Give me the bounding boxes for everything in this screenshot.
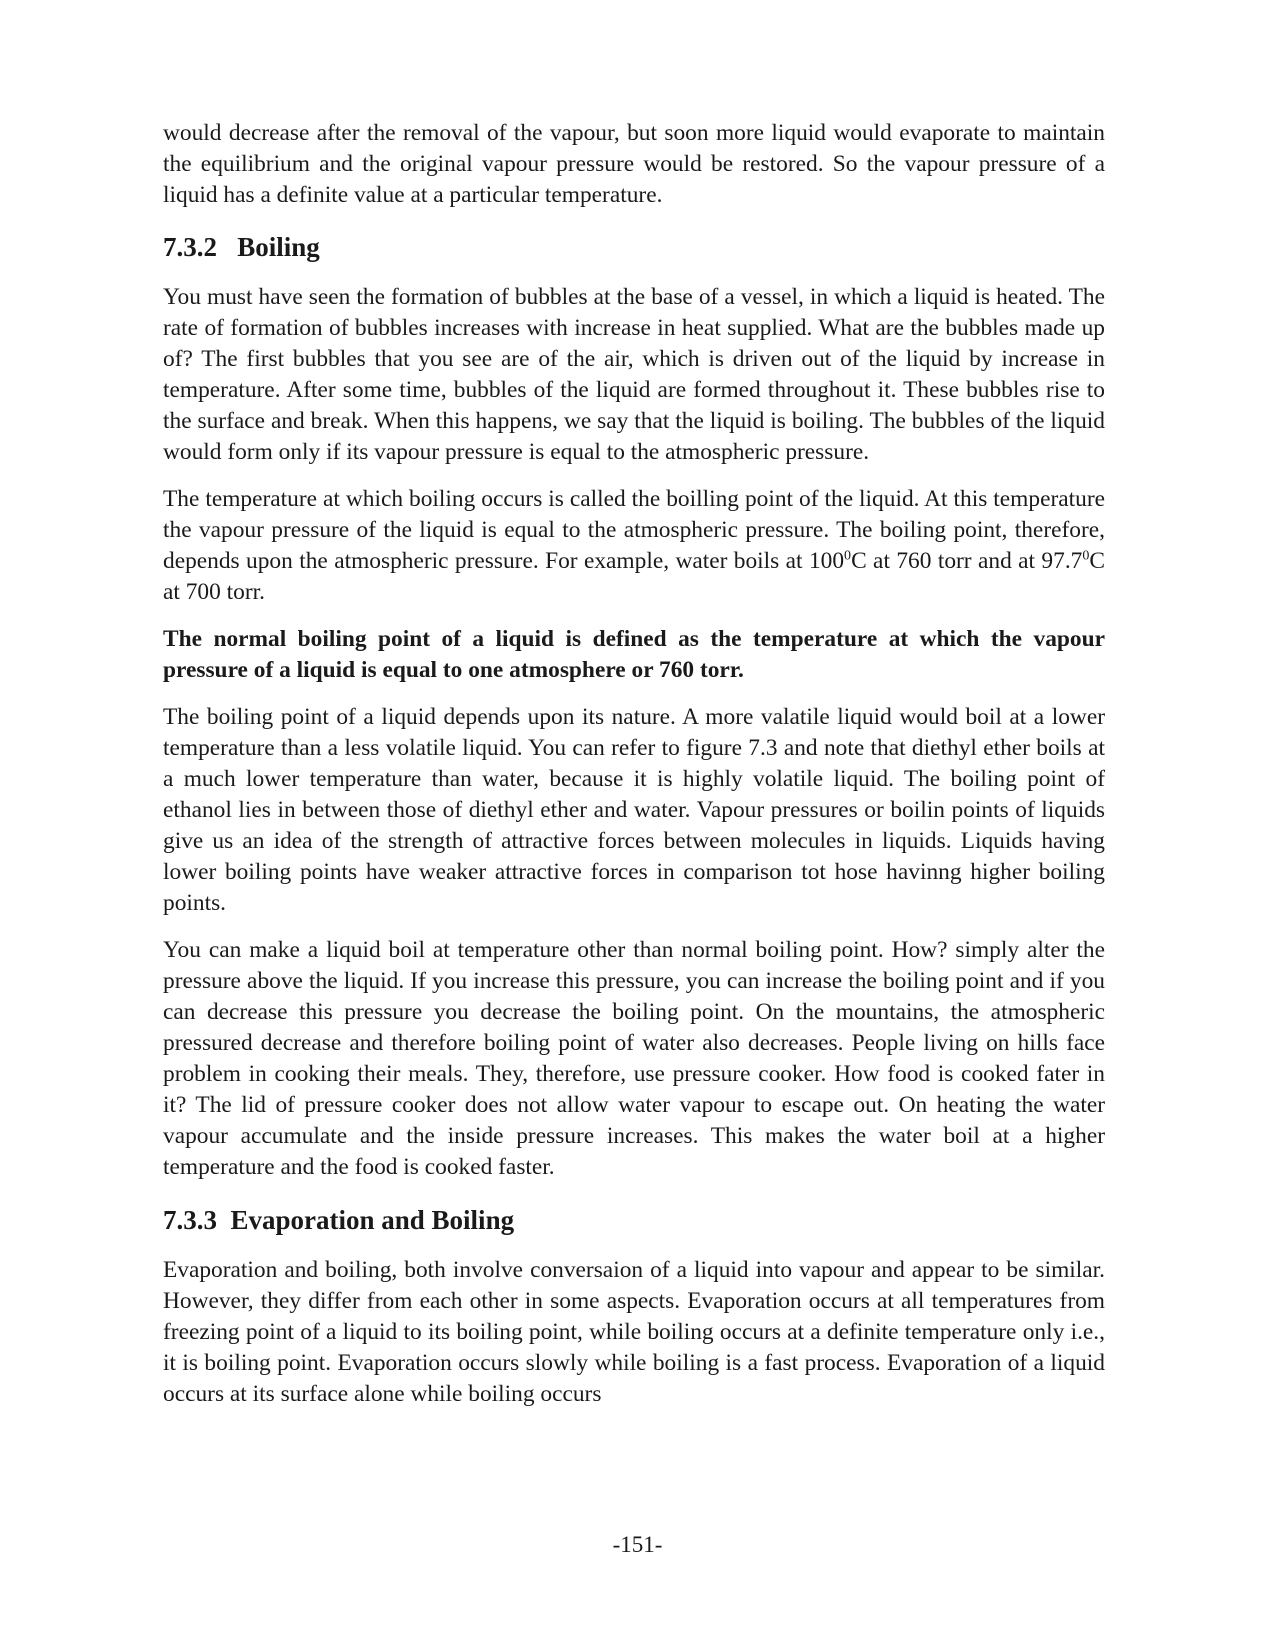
section-heading-evaporation-boiling (163, 1203, 1105, 1237)
text-run: C at 700 torr. (163, 548, 1105, 605)
paragraph-boiling-point (163, 484, 1105, 608)
section-title: Boiling (237, 232, 320, 262)
paragraph-volatility: The boiling point of a liquid depends upon its nature. A more valatile liquid would boil at a lower temperature than a less volatile liquid. You can refer to figure 7.3 and note that diethyl ether boils at a much lower temperature than water, because it is highly volatile liquid. The boiling point of ethanol lies in between those of diethyl ether and water. Vapour pressures or boilin points of liquids give us an idea of the strength of attractive forces between molecules in liquids. Liquids having lower boiling points have weaker attractive forces in comparison tot hose havinng higher boiling points. (163, 704, 1105, 916)
section-heading-boiling (163, 230, 1105, 264)
text-run: The temperature at which boiling occurs is called the boilling point of the liquid. At this temperature the vapour pressure of the liquid is equal to the atmospheric pressure. The boiling point, therefore, depends upon the atmospheric pressure. For example, water boils at 100 (163, 486, 1105, 574)
definition-normal-boiling-point: The normal boiling point of a liquid is defined as the temperature at which the vapour pressure of a liquid is equal to one atmosphere or 760 torr. (163, 626, 1105, 683)
paragraph-pressure-cooker: You can make a liquid boil at temperature other than normal boiling point. How? simply alter the pressure above the liquid. If you increase this pressure, you can increase the boiling point and if you can decrease this pressure you decrease the boiling point. On the mountains, the atmospheric pressured decrease and therefore boiling point of water also decreases. People living on hills face problem in cooking their meals. They, therefore, use pressure cooker. How food is cooked fater in it? The lid of pressure cooker does not allow water vapour to escape out. On heating the water vapour accumulate and the inside pressure increases. This makes the water boil at a higher temperature and the food is cooked faster. (163, 937, 1105, 1180)
text-run: C at 760 torr and at 97.7 (851, 548, 1083, 574)
paragraph-vapour-pressure-continued: would decrease after the removal of the vapour, but soon more liquid would evaporate to maintain the equilibrium and the original vapour pressure would be restored. So the vapour pressure of a liquid has a definite value at a particular temperature. (163, 120, 1105, 208)
superscript-degree: 0 (844, 547, 852, 564)
section-title: Evaporation and Boiling (230, 1205, 515, 1235)
page-number: -151- (612, 1532, 663, 1557)
page-content (163, 118, 1105, 1410)
paragraph-bubbles: You must have seen the formation of bubbles at the base of a vessel, in which a liquid is heated. The rate of formation of bubbles increases with increase in heat supplied. What are the bubbles made up of? The first bubbles that you see are of the air, which is driven out of the liquid by increase in temperature. After some time, bubbles of the liquid are formed throughout it. These bubbles rise to the surface and break. When this happens, we say that the liquid is boiling. The bubbles of the liquid would form only if its vapour pressure is equal to the atmospheric pressure. (163, 284, 1105, 465)
section-number: 7.3.3 (163, 1205, 217, 1235)
superscript-degree: 0 (1082, 547, 1090, 564)
paragraph-evaporation-vs-boiling: Evaporation and boiling, both involve conversaion of a liquid into vapour and appear to be similar. However, they differ from each other in some aspects. Evaporation occurs at all temperatures from freezing point of a liquid to its boiling point, while boiling occurs at a definite temperature only i.e., it is boiling point. Evaporation occurs slowly while boiling is a fast process. Evaporation of a liquid occurs at its surface alone while boiling occurs (163, 1257, 1105, 1407)
section-number: 7.3.2 (163, 232, 217, 262)
